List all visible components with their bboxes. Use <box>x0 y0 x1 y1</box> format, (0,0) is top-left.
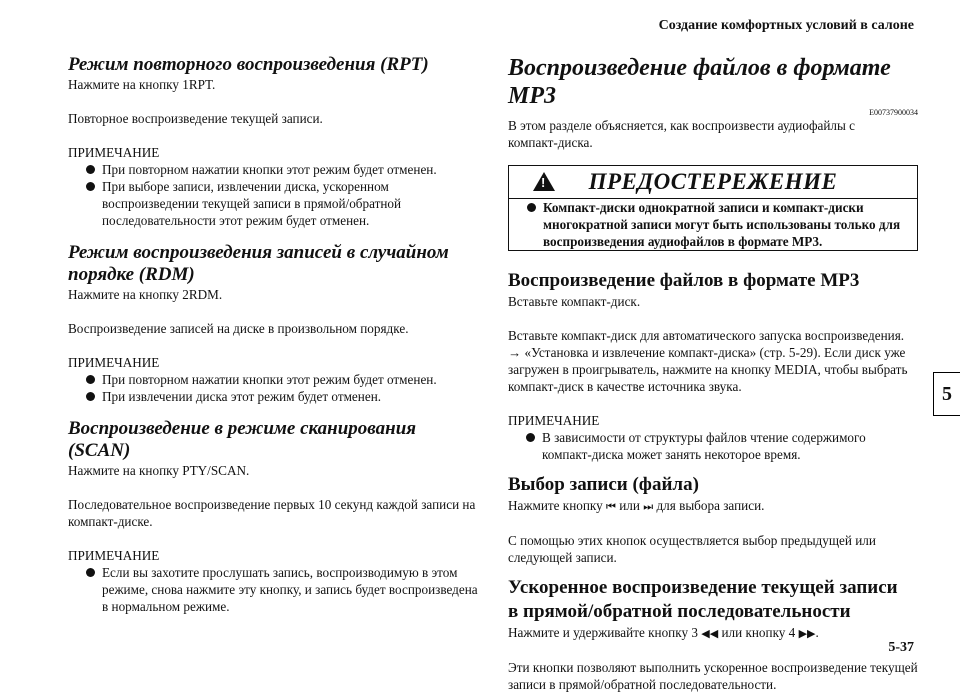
section-rpt <box>68 54 478 229</box>
rpt-description: Повторное воспроизведение текущей записи. <box>68 111 323 126</box>
warning-item: Компакт-диски однократной записи и компакт-диски многократной записи могут быть использованы только для воспроизведения аудиофайлов в формате MP3. <box>509 199 917 250</box>
heading-mp3: Воспроизведение файлов в формате MP3 <box>508 55 891 109</box>
warning-body <box>509 199 917 250</box>
fast-forward-icon: ▶▶ <box>798 627 816 640</box>
heading-ff-line2: в прямой/обратной последовательности <box>508 601 851 622</box>
bullet-icon <box>86 375 95 384</box>
section-code: E00737900034 <box>869 108 918 117</box>
rpt-note-label: ПРИМЕЧАНИЕ <box>68 145 160 160</box>
bullet-icon <box>86 165 95 174</box>
note-item: При извлечении диска этот режим будет отменен. <box>68 388 478 405</box>
bullet-icon <box>527 203 536 212</box>
running-header: Создание комфортных условий в салоне <box>658 18 914 33</box>
bullet-icon <box>86 392 95 401</box>
note-item: Если вы захотите прослушать запись, воспроизводимую в этом режиме, снова нажмите эту кнопку, и запись будет воспроизведена в нормальном режиме. <box>68 564 478 615</box>
warning-header <box>509 166 917 199</box>
section-ff <box>508 576 918 693</box>
rewind-icon: ◀◀ <box>701 627 719 640</box>
heading-play: Воспроизведение файлов в формате MP3 <box>508 270 860 291</box>
note-item: При повторном нажатии кнопки этот режим будет отменен. <box>68 161 478 178</box>
right-column <box>508 54 918 693</box>
section-mp3 <box>508 54 918 151</box>
chapter-tab: 5 <box>933 372 960 416</box>
scan-note-label: ПРИМЕЧАНИЕ <box>68 548 160 563</box>
bullet-icon <box>86 182 95 191</box>
section-select <box>508 473 918 566</box>
warning-triangle-icon <box>533 172 555 191</box>
select-description: С помощью этих кнопок осуществляется выбор предыдущей или следующей записи. <box>508 533 876 565</box>
page-number: 5-37 <box>888 640 914 655</box>
play-instruction: Вставьте компакт-диск. <box>508 294 641 309</box>
scan-instruction: Нажмите на кнопку PTY/SCAN. <box>68 463 250 478</box>
heading-rpt: Режим повторного воспроизведения (RPT) <box>68 54 429 75</box>
rdm-description: Воспроизведение записей на диске в произвольном порядке. <box>68 321 409 336</box>
section-rdm <box>68 242 478 405</box>
rdm-notes <box>68 371 478 405</box>
rpt-instruction: Нажмите на кнопку 1RPT. <box>68 77 216 92</box>
mp3-description: В этом разделе объясняется, как воспроизвести аудиофайлы с компакт-диска. <box>508 118 856 150</box>
warning-title: ПРЕДОСТЕРЕЖЕНИЕ <box>588 169 838 194</box>
previous-track-icon: ⏮ <box>606 500 616 513</box>
heading-scan: Воспроизведение в режиме сканирования (SCAN) <box>68 418 417 461</box>
rdm-note-label: ПРИМЕЧАНИЕ <box>68 355 160 370</box>
section-play <box>508 269 918 463</box>
heading-rdm: Режим воспроизведения записей в случайном порядке (RDM) <box>68 242 449 285</box>
bullet-icon <box>526 433 535 442</box>
bullet-icon <box>86 568 95 577</box>
note-item: При повторном нажатии кнопки этот режим будет отменен. <box>68 371 478 388</box>
heading-ff-line1: Ускоренное воспроизведение текущей записи <box>508 577 898 598</box>
section-scan <box>68 418 478 615</box>
ff-instruction: Нажмите и удерживайте кнопку 3 ◀◀ или кнопку 4 ▶▶. <box>508 625 819 640</box>
play-description: Вставьте компакт-диск для автоматического запуска воспроизведения. → «Установка и извлечение компакт-диска» (стр. 5-29). Если диск уже загружен в проигрыватель, нажмите на кнопку MEDIA, чтобы выбрать компакт-диск в качестве источника звука. <box>508 328 908 394</box>
scan-description: Последовательное воспроизведение первых 10 секунд каждой записи на компакт-диске. <box>68 497 476 529</box>
left-column <box>68 54 478 615</box>
scan-notes <box>68 564 478 615</box>
next-track-icon: ⏭ <box>643 500 654 513</box>
warning-box <box>508 165 918 251</box>
note-item: В зависимости от структуры файлов чтение содержимого компакт-диска может занять некоторое время. <box>508 429 918 463</box>
rdm-instruction: Нажмите на кнопку 2RDM. <box>68 287 223 302</box>
ff-description: Эти кнопки позволяют выполнить ускоренное воспроизведение текущей записи в прямой/обратной последовательности. <box>508 660 918 692</box>
note-item: При выборе записи, извлечении диска, ускоренном воспроизведении текущей записи в прямой/обратной последовательности этот режим будет отменен. <box>68 178 478 229</box>
select-instruction: Нажмите кнопку ⏮ или ⏭ для выбора записи. <box>508 498 765 513</box>
rpt-notes <box>68 161 478 229</box>
heading-select: Выбор записи (файла) <box>508 474 699 495</box>
play-notes <box>508 429 918 463</box>
play-note-label: ПРИМЕЧАНИЕ <box>508 413 600 428</box>
